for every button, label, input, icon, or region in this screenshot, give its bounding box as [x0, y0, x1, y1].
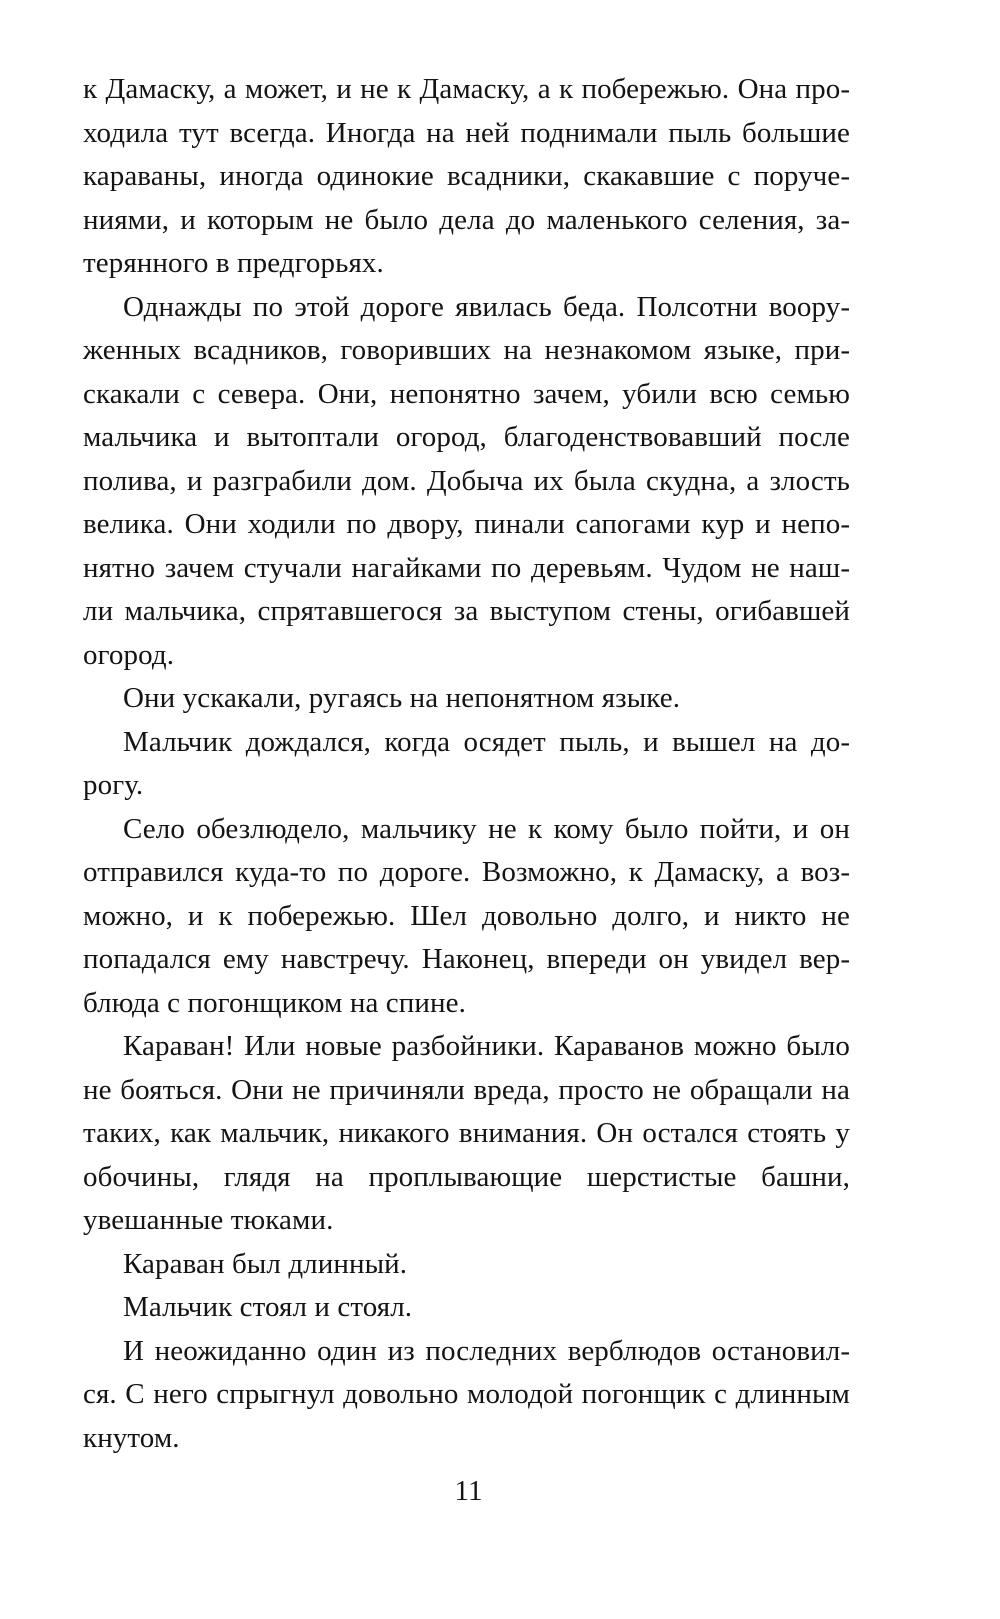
paragraph-1: к Дамаску, а может, и не к Дамаску, а к побережью. Она проходила тут всегда. Иногда на ней поднимали пыль большие караваны, иногда одинокие всадники, скакавшие с поручениями, и которым не было дела до маленького селения, затерянного в предгорьях. [83, 73, 850, 279]
page-number: 11 [454, 1475, 483, 1507]
paragraph-2: Однажды по этой дороге явилась беда. Полсотни вооруженных всадников, говоривших на незнакомом языке, прискакали с севера. Они, непонятно зачем, убили всю семью мальчика и вытоптали огород, благоденствовавший после полива, и разграбили дом. Добыча их была скудна, а злость велика. Они ходили по двору, пинали сапогами кур и непонятно зачем стучали нагайками по деревьям. Чудом не нашли мальчика, спрятавшегося за выступом стены, огибавшей огород. [83, 290, 850, 671]
paragraph-6: Караван! Или новые разбойники. Караванов можно было не бояться. Они не причиняли вреда, просто не обращали на таких, как мальчик, никакого внимания. Он остался стоять у обочины, глядя на проплывающие шерстистые башни, увешанные тюками. [83, 1030, 850, 1236]
body-text [83, 68, 850, 1460]
paragraph-7: Караван был длинный. [123, 1247, 408, 1280]
paragraph-5: Село обезлюдело, мальчику не к кому было пойти, и он отправился куда-то по дороге. Возможно, к Дамаску, а возможно, и к побережью. Шел довольно долго, и никто не попадался ему навстречу. Наконец, впереди он увидел верблюда с погонщиком на спине. [83, 812, 850, 1019]
paragraph-3: Они ускакали, ругаясь на непонятном языке. [123, 682, 681, 714]
paragraph-4: Мальчик дождался, когда осядет пыль, и вышел на дорогу. [83, 725, 850, 801]
paragraph-9: И неожиданно один из последних верблюдов остановился. С него спрыгнул довольно молодой погонщик с длинным кнутом. [83, 1334, 850, 1454]
paragraph-8: Мальчик стоял и стоял. [123, 1291, 413, 1323]
